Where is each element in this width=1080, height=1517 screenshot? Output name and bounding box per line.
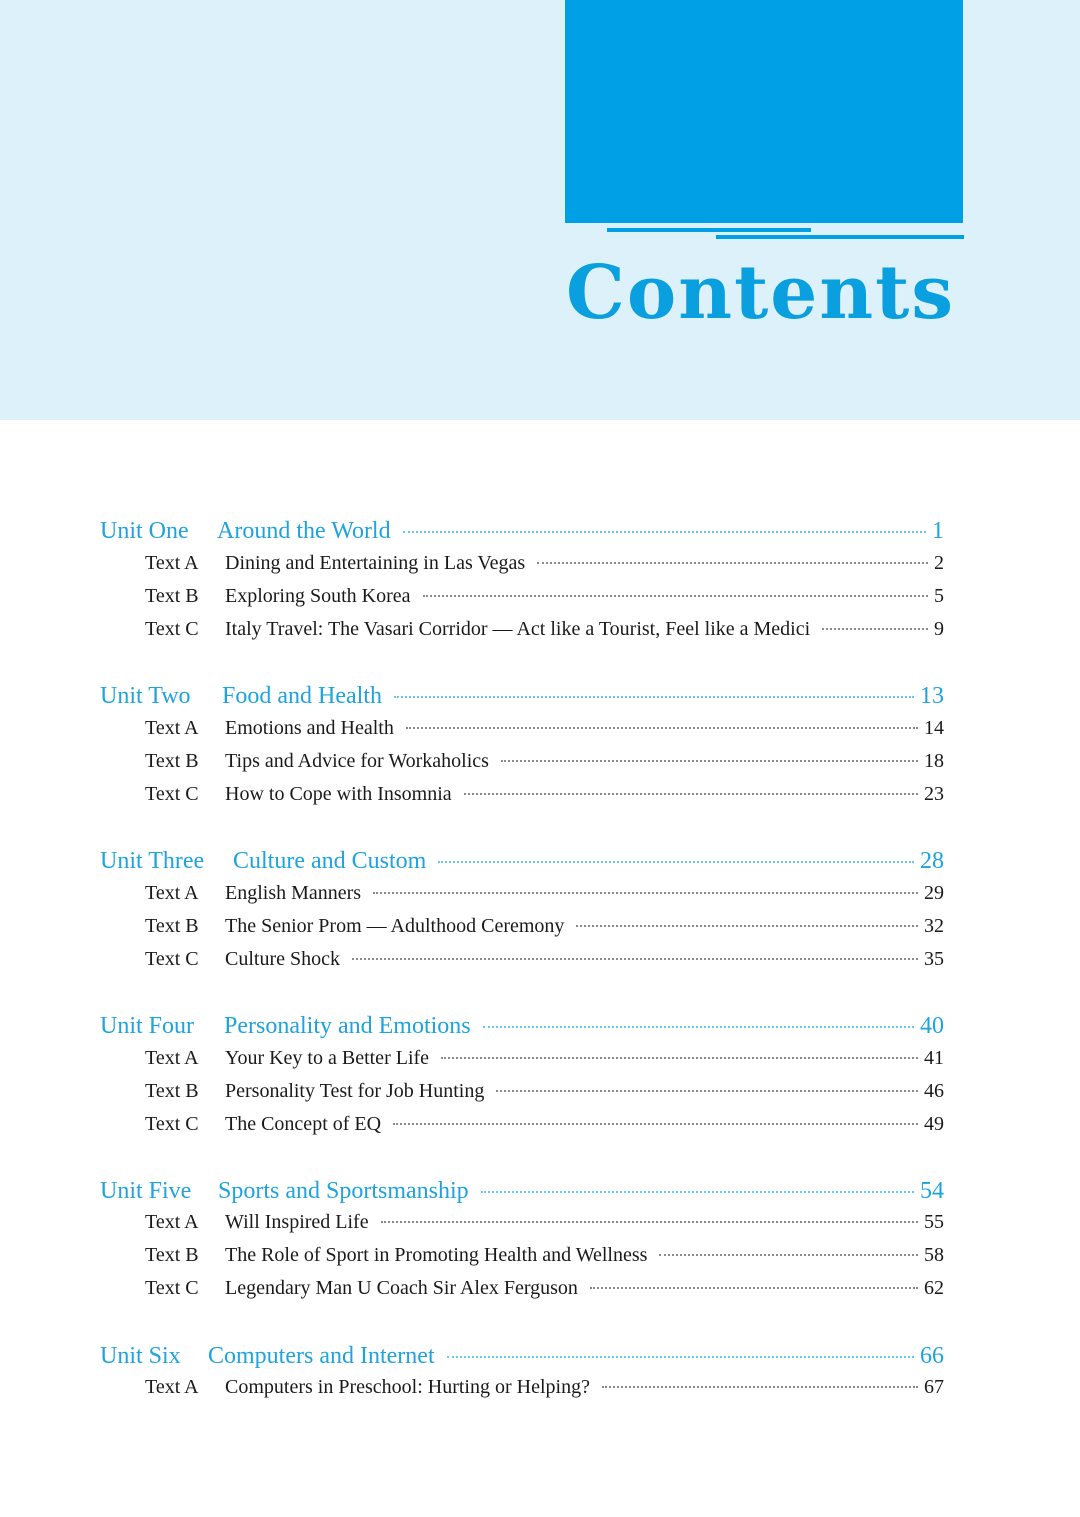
text-entry[interactable] xyxy=(145,1376,944,1406)
text-entry[interactable] xyxy=(145,552,944,582)
page-number: 23 xyxy=(924,783,944,805)
unit-name: Unit Five xyxy=(100,1178,192,1204)
page-number: 28 xyxy=(920,848,944,874)
page-number: 2 xyxy=(934,552,944,574)
unit-heading[interactable] xyxy=(100,683,944,715)
unit-title: Computers and Internet xyxy=(208,1343,435,1369)
text-label: Text A xyxy=(145,717,199,739)
dot-leader xyxy=(381,1221,918,1223)
unit-heading[interactable] xyxy=(100,1178,944,1210)
page-number: 54 xyxy=(920,1178,944,1204)
unit-name: Unit One xyxy=(100,518,189,544)
text-title: The Role of Sport in Promoting Health and Wellness xyxy=(225,1244,648,1266)
page-number: 18 xyxy=(924,750,944,772)
text-title: How to Cope with Insomnia xyxy=(225,783,452,805)
text-entry[interactable] xyxy=(145,1113,944,1143)
text-title: Personality Test for Job Hunting xyxy=(225,1080,485,1102)
text-label: Text C xyxy=(145,1113,199,1135)
text-label: Text A xyxy=(145,882,199,904)
unit-heading[interactable] xyxy=(100,848,944,880)
page-number: 67 xyxy=(924,1376,944,1398)
dot-leader xyxy=(602,1386,918,1388)
dot-leader xyxy=(822,628,928,630)
page-number: 32 xyxy=(924,915,944,937)
text-title: Will Inspired Life xyxy=(225,1211,369,1233)
text-entry[interactable] xyxy=(145,717,944,747)
text-title: The Senior Prom — Adulthood Ceremony xyxy=(225,915,565,937)
text-title: Legendary Man U Coach Sir Alex Ferguson xyxy=(225,1277,578,1299)
page-title: Contents xyxy=(566,250,955,336)
text-label: Text C xyxy=(145,783,199,805)
text-title: Italy Travel: The Vasari Corridor — Act like a Tourist, Feel like a Medici xyxy=(225,618,811,640)
unit-name: Unit Three xyxy=(100,848,205,874)
text-entry[interactable] xyxy=(145,882,944,912)
text-label: Text A xyxy=(145,1047,199,1069)
dot-leader xyxy=(537,562,928,564)
text-label: Text C xyxy=(145,618,199,640)
unit-title: Personality and Emotions xyxy=(224,1013,471,1039)
dot-leader xyxy=(659,1254,918,1256)
page-number: 62 xyxy=(924,1277,944,1299)
text-label: Text B xyxy=(145,585,199,607)
text-label: Text C xyxy=(145,1277,199,1299)
text-label: Text A xyxy=(145,1211,199,1233)
page-number: 5 xyxy=(934,585,944,607)
page-number: 9 xyxy=(934,618,944,640)
text-entry[interactable] xyxy=(145,618,944,648)
dot-leader xyxy=(393,1123,918,1125)
dot-leader xyxy=(406,727,918,729)
dot-leader xyxy=(447,1356,914,1358)
text-entry[interactable] xyxy=(145,948,944,978)
page-number: 14 xyxy=(924,717,944,739)
page-number: 41 xyxy=(924,1047,944,1069)
text-entry[interactable] xyxy=(145,1277,944,1307)
text-label: Text B xyxy=(145,1080,199,1102)
page-number: 1 xyxy=(932,518,944,544)
text-title: Dining and Entertaining in Las Vegas xyxy=(225,552,526,574)
page-number: 40 xyxy=(920,1013,944,1039)
dot-leader xyxy=(403,531,926,533)
text-title: Culture Shock xyxy=(225,948,340,970)
dot-leader xyxy=(464,793,918,795)
text-label: Text B xyxy=(145,1244,199,1266)
dot-leader xyxy=(352,958,918,960)
unit-heading[interactable] xyxy=(100,1343,944,1375)
text-title: The Concept of EQ xyxy=(225,1113,382,1135)
page-number: 49 xyxy=(924,1113,944,1135)
dot-leader xyxy=(483,1026,914,1028)
dot-leader xyxy=(441,1057,918,1059)
text-entry[interactable] xyxy=(145,585,944,615)
unit-name: Unit Six xyxy=(100,1343,181,1369)
unit-name: Unit Four xyxy=(100,1013,195,1039)
dot-leader xyxy=(423,595,928,597)
unit-title: Culture and Custom xyxy=(233,848,427,874)
page-number: 13 xyxy=(920,683,944,709)
dot-leader xyxy=(481,1191,914,1193)
text-title: Tips and Advice for Workaholics xyxy=(225,750,489,772)
text-title: Your Key to a Better Life xyxy=(225,1047,430,1069)
text-label: Text A xyxy=(145,1376,199,1398)
text-entry[interactable] xyxy=(145,750,944,780)
unit-heading[interactable] xyxy=(100,1013,944,1045)
text-entry[interactable] xyxy=(145,1047,944,1077)
text-title: Exploring South Korea xyxy=(225,585,411,607)
dot-leader xyxy=(576,925,918,927)
text-title: English Manners xyxy=(225,882,362,904)
text-label: Text A xyxy=(145,552,199,574)
dot-leader xyxy=(438,861,914,863)
dot-leader xyxy=(394,696,914,698)
page-number: 29 xyxy=(924,882,944,904)
unit-title: Sports and Sportsmanship xyxy=(218,1178,469,1204)
dot-leader xyxy=(373,892,918,894)
text-entry[interactable] xyxy=(145,1080,944,1110)
unit-title: Food and Health xyxy=(222,683,382,709)
page-number: 46 xyxy=(924,1080,944,1102)
unit-title: Around the World xyxy=(217,518,391,544)
page-number: 55 xyxy=(924,1211,944,1233)
text-title: Computers in Preschool: Hurting or Helping? xyxy=(225,1376,590,1398)
dot-leader xyxy=(590,1287,918,1289)
dot-leader xyxy=(501,760,918,762)
dot-leader xyxy=(496,1090,918,1092)
text-label: Text B xyxy=(145,750,199,772)
text-entry[interactable] xyxy=(145,783,944,813)
text-title: Emotions and Health xyxy=(225,717,394,739)
text-entry[interactable] xyxy=(145,1211,944,1241)
unit-name: Unit Two xyxy=(100,683,191,709)
page-number: 66 xyxy=(920,1343,944,1369)
text-label: Text C xyxy=(145,948,199,970)
page-number: 58 xyxy=(924,1244,944,1266)
unit-heading[interactable] xyxy=(100,518,944,550)
text-label: Text B xyxy=(145,915,199,937)
text-entry[interactable] xyxy=(145,1244,944,1274)
page-number: 35 xyxy=(924,948,944,970)
text-entry[interactable] xyxy=(145,915,944,945)
